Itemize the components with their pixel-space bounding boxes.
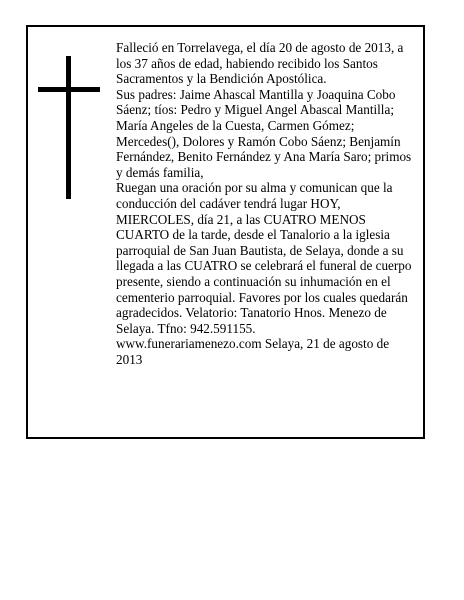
- family-list-paragraph: Sus padres: Jaime Ahascal Mantilla y Joaquina Cobo Sáenz; tíos: Pedro y Miguel Angel Abascal Mantilla; María Angeles de la Cuesta, Carmen Gómez; Mercedes(), Dolores y Ramón Cobo Sáenz; Benjamín Fernández, Benito Fernández y Ana María Saro; primos y demás familia,: [116, 86, 412, 180]
- funeral-details-paragraph: Ruegan una oración por su alma y comunican que la conducción del cadáver tendrá lugar HOY, MIERCOLES, día 21, a las CUATRO MENOS CUARTO de la tarde, desde el Tanalorio a la iglesia parroquial de San Juan Bautista, de Selaya, donde a su llegada a las CUATRO se celebrará el funeral de cuerpo presente, siendo a continuación su inhumación en el cementerio parroquial. Favores por los cuales quedarán agradecidos. Velatorio: Tanatorio Hnos. Menezo de Selaya. Tfno: 942.591155.: [116, 180, 412, 336]
- cross-vertical-bar: [66, 56, 71, 199]
- notice-text: [116, 40, 416, 367]
- death-announcement-paragraph: Falleció en Torrelavega, el día 20 de agosto de 2013, a los 37 años de edad, habiendo recibido los Santos Sacramentos y la Bendición Apostólica.: [116, 40, 404, 87]
- obituary-notice: [26, 25, 425, 439]
- cross-horizontal-bar: [38, 87, 100, 92]
- latin-cross-icon: [38, 56, 100, 199]
- website-date-paragraph: www.funerariamenezo.com Selaya, 21 de agosto de 2013: [116, 336, 390, 367]
